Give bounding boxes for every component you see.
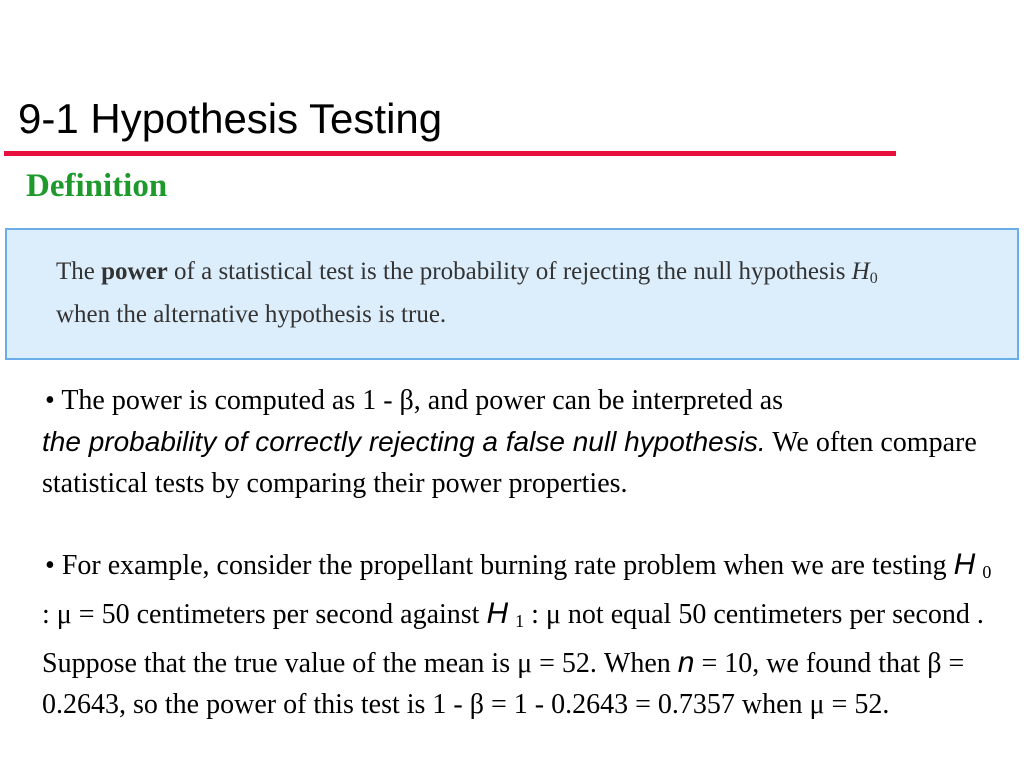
bullet-example: [42, 544, 992, 725]
null-hypothesis-symbol: H: [851, 258, 870, 285]
slide-title: 9-1 Hypothesis Testing: [18, 95, 443, 142]
bullet-text: For example, consider the propellant burning rate problem when we are testing: [61, 550, 954, 581]
bullet-text: The power is computed as 1 - β, and power can be interpreted as: [61, 385, 784, 416]
definition-lead: The: [56, 258, 102, 285]
sample-size-variable: n: [677, 646, 695, 679]
null-hypothesis-subscript: 0: [869, 270, 878, 287]
definition-text: [56, 254, 1001, 333]
h0-symbol: H: [953, 548, 976, 581]
bullet-marker: •: [45, 550, 55, 581]
bullet-text-4: = 10, we found that β = 0.2643, so the power of this test is 1 - β = 1 - 0.2643 = 0.7357 when μ = 52.: [42, 648, 965, 720]
definition-box: [5, 228, 1019, 360]
definition-term: power: [101, 258, 168, 285]
h1-subscript: 1: [515, 611, 525, 631]
definition-body: of a statistical test is the probability of rejecting the null hypothesis: [167, 258, 852, 285]
title-underline: [4, 151, 896, 156]
bullet-text-continued: We often compare statistical tests by comparing their power properties.: [42, 427, 977, 499]
bullet-emphasis: the probability of correctly rejecting a false null hypothesis.: [42, 426, 766, 457]
bullet-text-2: : μ = 50 centimeters per second against: [42, 599, 487, 630]
bullet-marker: •: [45, 385, 55, 416]
h0-subscript: 0: [982, 562, 992, 582]
bullet-power-definition: [42, 380, 992, 504]
definition-line-2: when the alternative hypothesis is true.: [56, 301, 447, 328]
bullet-text-3: : μ not equal 50 centimeters per second . Suppose that the true value of the mean is μ = 52. When: [42, 599, 984, 679]
h1-symbol: H: [486, 597, 509, 630]
definition-label: Definition: [26, 168, 168, 204]
